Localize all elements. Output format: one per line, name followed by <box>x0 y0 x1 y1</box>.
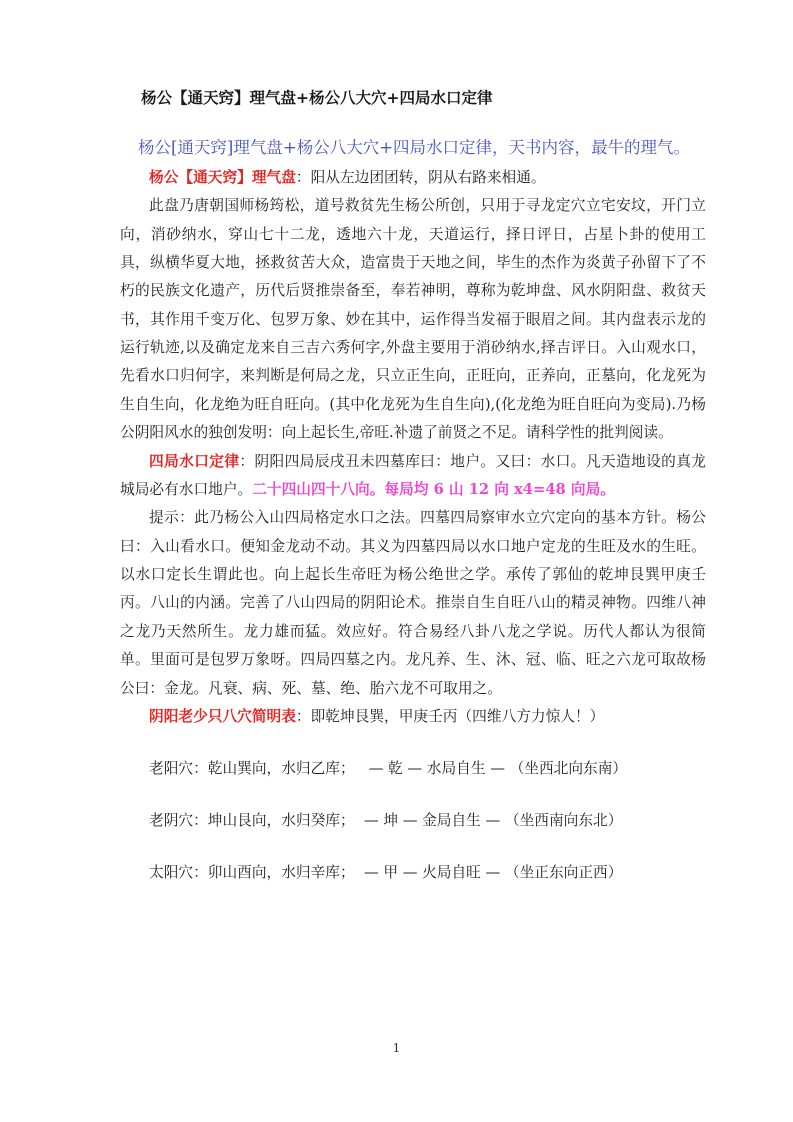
bazue-row-0-detail: 乾山巽向，水归乙库； <box>207 760 355 778</box>
bazue-row-2 <box>120 859 706 887</box>
bazue-row-2-detail: 卯山酉向，水归辛库； <box>207 864 355 882</box>
bazue-row-1-detail: 坤山艮向，水归癸库； <box>207 812 355 830</box>
document-content <box>120 88 706 887</box>
bazue-row-1-ju: 金局自生 <box>422 812 481 830</box>
bazue-row-1-separator: ： <box>193 812 208 830</box>
shuikou-highlight: 二十四山四十八向。每局均 6 山 12 向 x4=48 向局。 <box>252 480 615 498</box>
section-liqipan <box>120 164 706 192</box>
bazue-row-1-name: 老阴穴 <box>149 812 194 830</box>
section-shuikou <box>120 448 706 505</box>
bazue-row-0-trigram: — 乾 — <box>368 760 423 778</box>
bazue-row-0-name: 老阳穴 <box>149 760 194 778</box>
bazue-row-0-separator: ： <box>193 760 208 778</box>
bazue-row-0-ju: 水局自生 <box>426 760 486 778</box>
liqipan-separator: ： <box>295 168 311 186</box>
bazue-row-0-direction: （坐西北向东南） <box>509 760 628 778</box>
bazue-row-1-trigram: — 坤 — <box>364 812 418 830</box>
bazue-row-2-separator: ： <box>193 864 208 882</box>
shuikou-text: 阴阳四局辰戌丑未四墓库曰：地户。又曰：水口。凡天造地设的真龙城局必有水口地户。 <box>120 452 706 498</box>
bazue-row-2-ju: 火局自旺 <box>422 864 481 882</box>
bazue-text: 即乾坤艮巽，甲庚壬丙（四维八方力惊人！） <box>310 707 605 725</box>
bazue-row-0 <box>120 755 706 783</box>
document-subtitle: 杨公[通天窍]理气盘+杨公八大穴+四局水口定律，天书内容，最牛的理气。 <box>138 137 691 157</box>
bazue-row-0-dash: — <box>490 760 505 778</box>
bazue-row-1-dash: — <box>485 812 501 830</box>
tips-paragraph: 提示：此乃杨公入山四局格定水口之法。四墓四局察审水立穴定向的基本方针。杨公曰：入山看水口。便知金龙动不动。其义为四墓四局以水口地户定龙的生旺及水的生旺。以水口定长生谓此也。向上起长生帝旺为杨公绝世之学。承传了郭仙的乾坤艮巽甲庚壬丙。八山的内涵。完善了八山四局的阴阳论术。推崇自生自旺八山的精灵神物。四维八神之龙乃天然所生。龙力雄而猛。效应好。符合易经八卦八龙之学说。历代人都认为很简单。里面可是包罗万象呀。四局四墓之内。龙凡养、生、沐、冠、临、旺之六龙可取故杨公曰：金龙。凡衰、病、死、墓、绝、胎六龙不可取用之。 <box>120 509 706 697</box>
page-number: 1 <box>392 1041 401 1055</box>
body-paragraph: 此盘乃唐朝国师杨筠松，道号救贫先生杨公所创，只用于寻龙定穴立宅安坟，开门立向，消砂纳水，穿山七十二龙，透地六十龙，天道运行，择日评日，占星卜卦的使用工具，纵横华夏大地，拯救贫苦大众，造富贵于天地之间，毕生的杰作为炎黄子孙留下了不朽的民族文化遗产，历代后贤推崇备至，奉若神明，尊称为乾坤盘、风水阴阳盘、救贫天书，其作用千变万化、包罗万象、妙在其中，运作得当发福于眼眉之间。其内盘表示龙的运行轨迹,以及确定龙来自三吉六秀何字,外盘主要用于消砂纳水,择吉评日。入山观水口，先看水口归何字，来判断是何局之龙，只立正生向，正旺向，正养向，正墓向，化龙死为生自生向，化龙绝为旺自旺向。(其中化龙死为生自生向),(化龙绝为旺自旺向为变局).乃杨公阴阳风水的独创发明：向上起长生,帝旺.补遗了前贤之不足。请科学性的批判阅读。 <box>120 197 706 442</box>
bazue-row-2-trigram: — 甲 — <box>364 864 418 882</box>
bazue-row-2-direction: （坐正东向正西） <box>504 864 623 882</box>
section-bazue-heading <box>120 703 706 731</box>
bazue-row-2-name: 太阳穴 <box>149 864 194 882</box>
bazue-separator: ： <box>295 707 311 725</box>
liqipan-label: 杨公【通天窍】理气盘 <box>149 168 296 186</box>
bazue-row-1 <box>120 807 706 835</box>
bazue-row-1-direction: （坐西南向东北） <box>504 812 623 830</box>
bazue-label: 阴阳老少只八穴简明表 <box>149 707 296 725</box>
page-title: 杨公【通天窍】理气盘+杨公八大穴+四局水口定律 <box>141 89 493 107</box>
liqipan-text: 阳从左边团团转，阴从右路来相通。 <box>310 168 546 186</box>
shuikou-separator: ： <box>239 452 255 470</box>
shuikou-label: 四局水口定律 <box>149 452 240 470</box>
bazue-row-2-dash: — <box>485 864 501 882</box>
